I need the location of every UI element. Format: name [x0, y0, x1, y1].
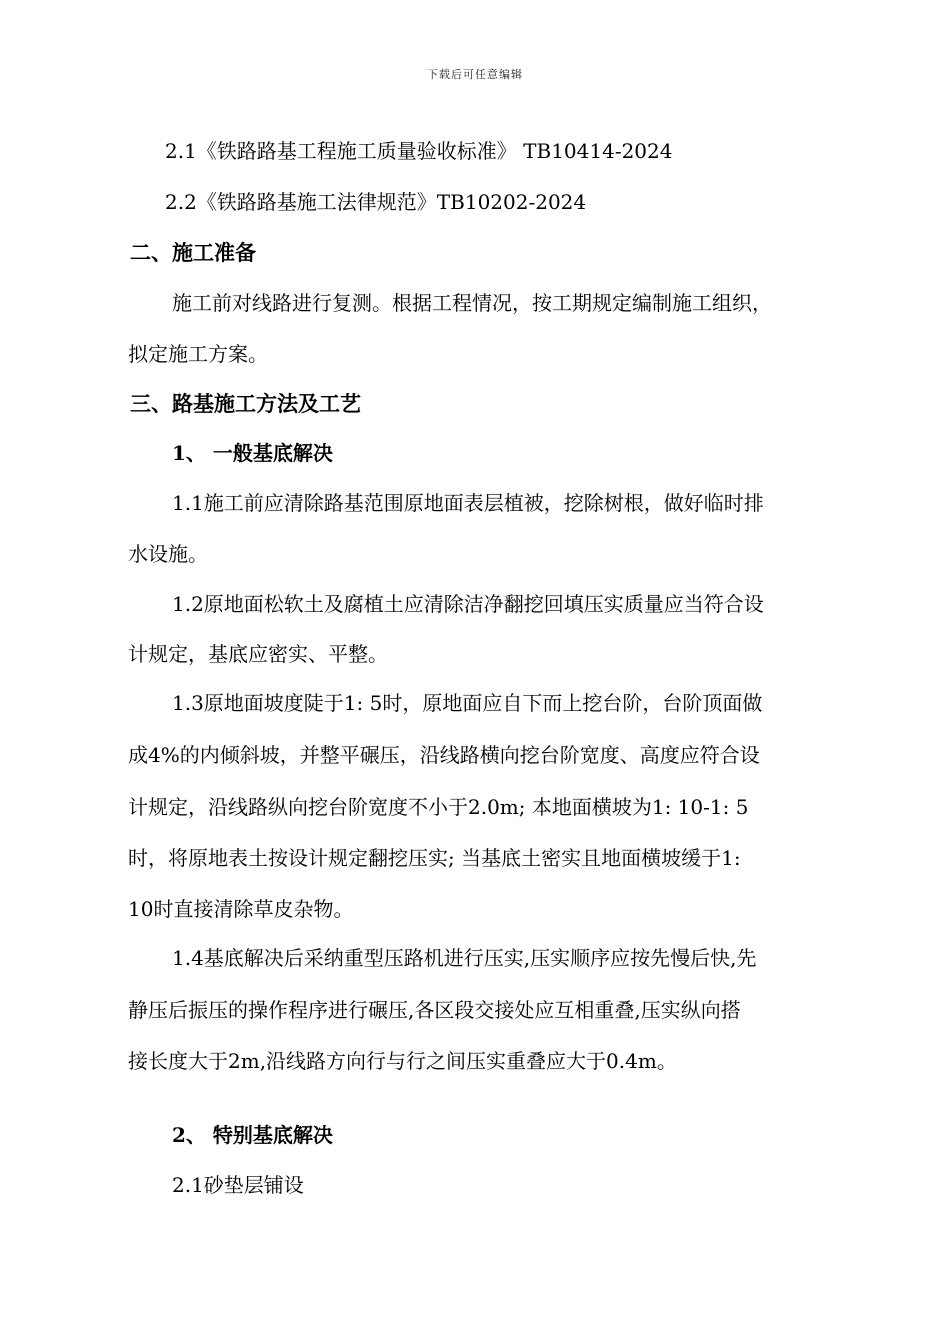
subsection-heading-1: 1、 一般基底解决 — [172, 441, 333, 465]
paragraph-line: 计规定，沿线路纵向挖台阶宽度不小于2.0m; 本地面横坡为1: 10-1: 5 — [128, 795, 749, 819]
paragraph-line: 1.1施工前应清除路基范围原地面表层植被，挖除树根，做好临时排 — [172, 491, 764, 515]
section-heading-3: 三、路基施工方法及工艺 — [130, 391, 361, 416]
paragraph-line: 2.1砂垫层铺设 — [172, 1173, 304, 1197]
paragraph-line: 成4%的内倾斜坡，并整平碾压，沿线路横向挖台阶宽度、高度应符合设 — [128, 743, 760, 767]
page-header-note: 下载后可任意编辑 — [427, 68, 523, 81]
paragraph-line: 水设施。 — [128, 542, 208, 566]
subsection-heading-2: 2、 特别基底解决 — [172, 1123, 333, 1147]
paragraph-line: 1.4基底解决后采纳重型压路机进行压实,压实顺序应按先慢后快,先 — [172, 946, 757, 970]
paragraph-line: 1.3原地面坡度陡于1: 5时，原地面应自下而上挖台阶，台阶顶面做 — [172, 691, 763, 715]
paragraph-line: 1.2原地面松软土及腐植土应清除洁净翻挖回填压实质量应当符合设 — [172, 592, 764, 616]
paragraph-line: 时，将原地表土按设计规定翻挖压实; 当基底土密实且地面横坡缓于1: — [128, 846, 741, 870]
paragraph-line: 静压后振压的操作程序进行碾压,各区段交接处应互相重叠,压实纵向搭 — [128, 998, 741, 1022]
reference-2-1: 2.1《铁路路基工程施工质量验收标准》 TB10414-2024 — [165, 139, 673, 163]
paragraph-line: 拟定施工方案。 — [128, 342, 268, 366]
reference-2-2: 2.2《铁路路基施工法律规范》TB10202-2024 — [165, 190, 587, 214]
paragraph-line: 10时直接清除草皮杂物。 — [128, 897, 354, 921]
paragraph-line: 计规定，基底应密实、平整。 — [128, 642, 388, 666]
paragraph-line: 接长度大于2m,沿线路方向行与行之间压实重叠应大于0.4m。 — [128, 1049, 677, 1073]
section-heading-2: 二、施工准备 — [130, 240, 256, 265]
paragraph-line: 施工前对线路进行复测。根据工程情况，按工期规定编制施工组织， — [172, 291, 772, 315]
